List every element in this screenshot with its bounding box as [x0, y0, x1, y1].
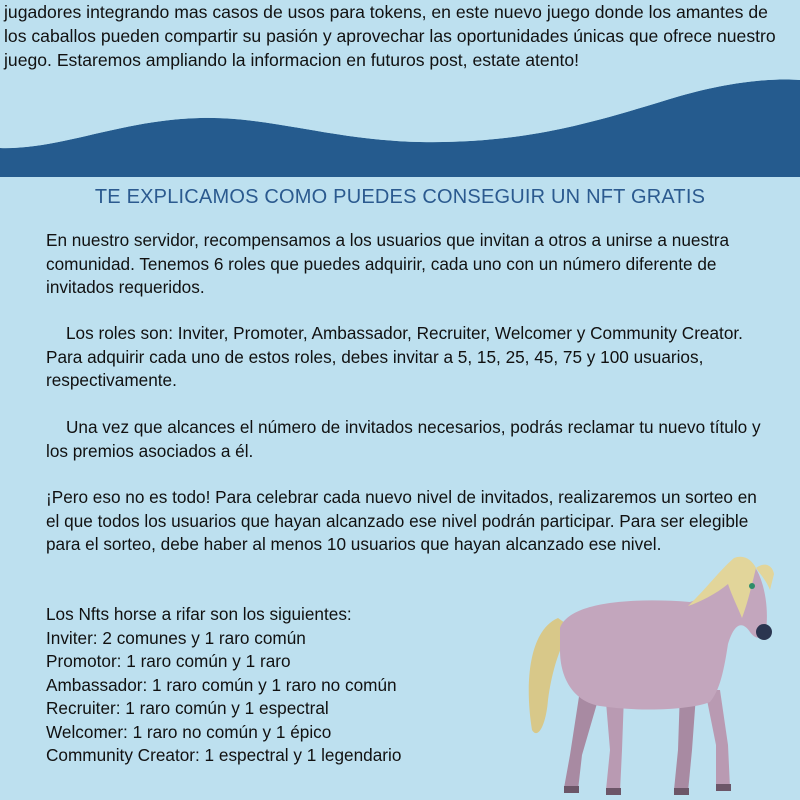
prize-item-community-creator: Community Creator: 1 espectral y 1 legendario [46, 745, 402, 765]
paragraph-claim: Una vez que alcances el número de invitados necesarios, podrás reclamar tu nuevo título y los premios asociados a él. [46, 417, 761, 461]
prize-item-inviter: Inviter: 2 comunes y 1 raro común [46, 627, 306, 648]
prize-item-promotor: Promotor: 1 raro común y 1 raro [46, 651, 291, 671]
prize-list [46, 603, 401, 768]
prize-item-welcomer: Welcomer: 1 raro no común y 1 épico [46, 721, 332, 742]
paragraph-rewards: En nuestro servidor, recompensamos a los usuarios que invitan a otros a unirse a nuestra comunidad. Tenemos 6 roles que puedes adquirir, cada uno con un número diferente de invitados requeridos. [46, 230, 730, 297]
prize-item-recruiter: Recruiter: 1 raro común y 1 espectral [46, 698, 329, 718]
intro-text: jugadores integrando mas casos de usos para tokens, en este nuevo juego donde los amantes de los caballos pueden compartir su pasión y aprovechar las oportunidades únicas que ofrece nuestro juego. Estaremos ampliando la informacion en futuros post, estate atento! [4, 2, 776, 70]
paragraph-raffle: ¡Pero eso no es todo! Para celebrar cada nuevo nivel de invitados, realizaremos un sorteo en el que todos los usuarios que hayan alcanzado ese nivel podrán participar. Para ser elegible para el sorteo, debe haber al menos 10 usuarios que hayan alcanzado ese nivel. [46, 487, 757, 554]
prize-item-ambassador: Ambassador: 1 raro común y 1 raro no común [46, 674, 397, 695]
horse-image [520, 540, 800, 800]
section-heading: TE EXPLICAMOS COMO PUEDES CONSEGUIR UN NFT GRATIS [94, 186, 706, 208]
paragraph-roles: Los roles son: Inviter, Promoter, Ambassador, Recruiter, Welcomer y Community Creator. Para adquirir cada uno de estos roles, debes invitar a 5, 15, 25, 45, 75 y 100 usuarios, respectivamente. [46, 323, 743, 390]
prize-list-title: Los Nfts horse a rifar son los siguientes: [46, 604, 352, 624]
